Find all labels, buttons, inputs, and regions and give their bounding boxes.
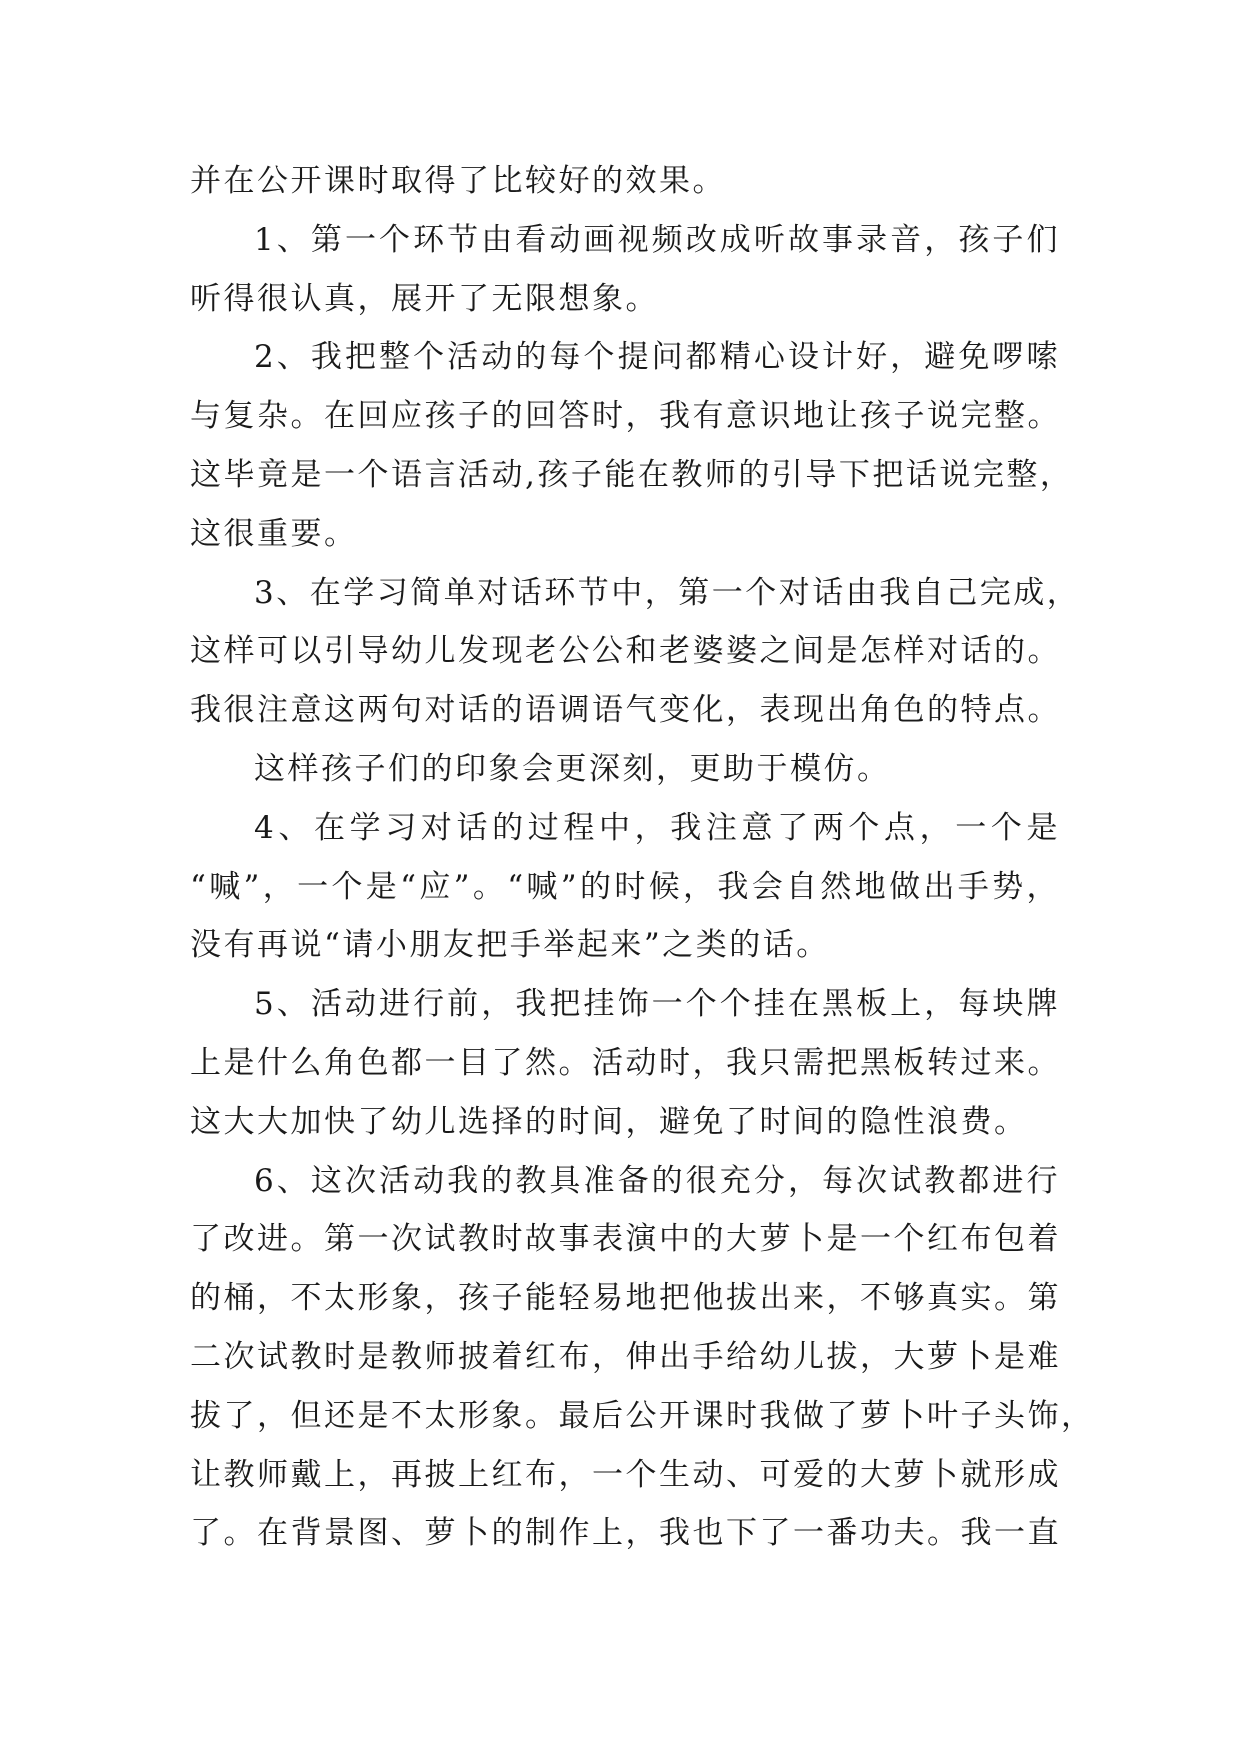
text-line-9: 这样可以引导幼儿发现老公公和老婆婆之间是怎样对话的。 — [190, 633, 1061, 670]
body-text — [190, 152, 1095, 1563]
text-line-13: “喊”，一个是“应”。“喊”的时候，我会自然地做出手势， — [190, 868, 1060, 905]
text-line-12: 4、在学习对话的过程中，我注意了两个点，一个是 — [254, 809, 1060, 846]
text-line-7: 这很重要。 — [190, 515, 358, 552]
text-line-19: 了改进。第一次试教时故事表演中的大萝卜是一个红布包着 — [190, 1221, 1061, 1258]
text-line-8: 3、在学习简单对话环节中，第一个对话由我自己完成， — [254, 574, 1081, 611]
text-line-6: 这毕竟是一个语言活动,孩子能在教师的引导下把话说完整， — [190, 456, 1074, 493]
text-line-1: 并在公开课时取得了比较好的效果。 — [190, 163, 726, 199]
text-line-16: 上是什么角色都一目了然。活动时，我只需把黑板转过来。 — [190, 1044, 1061, 1081]
text-line-5: 与复杂。在回应孩子的回答时，我有意识地让孩子说完整。 — [190, 398, 1061, 435]
text-line-22: 拔了，但还是不太形象。最后公开课时我做了萝卜叶子头饰， — [190, 1397, 1095, 1434]
text-line-24: 了。在背景图、萝卜的制作上，我也下了一番功夫。我一直 — [190, 1515, 1061, 1552]
text-line-3: 听得很认真，展开了无限想象。 — [190, 280, 659, 317]
text-line-18: 6、这次活动我的教具准备的很充分，每次试教都进行 — [254, 1162, 1060, 1199]
text-line-20: 的桶，不太形象，孩子能轻易地把他拔出来，不够真实。第 — [190, 1280, 1061, 1317]
text-line-2: 1、第一个环节由看动画视频改成听故事录音，孩子们 — [254, 221, 1060, 258]
text-line-10: 我很注意这两句对话的语调语气变化，表现出角色的特点。 — [190, 692, 1061, 729]
text-line-23: 让教师戴上，再披上红布，一个生动、可爱的大萝卜就形成 — [190, 1456, 1061, 1493]
text-line-11: 这样孩子们的印象会更深刻，更助于模仿。 — [254, 750, 891, 787]
text-line-17: 这大大加快了幼儿选择的时间，避免了时间的隐性浪费。 — [190, 1103, 1028, 1140]
text-line-15: 5、活动进行前，我把挂饰一个个挂在黑板上，每块牌 — [254, 986, 1060, 1023]
text-line-4: 2、我把整个活动的每个提问都精心设计好，避免啰嗦 — [254, 339, 1060, 376]
text-line-21: 二次试教时是教师披着红布，伸出手给幼儿拔，大萝卜是难 — [190, 1338, 1061, 1375]
text-line-14: 没有再说“请小朋友把手举起来”之类的话。 — [190, 927, 830, 964]
